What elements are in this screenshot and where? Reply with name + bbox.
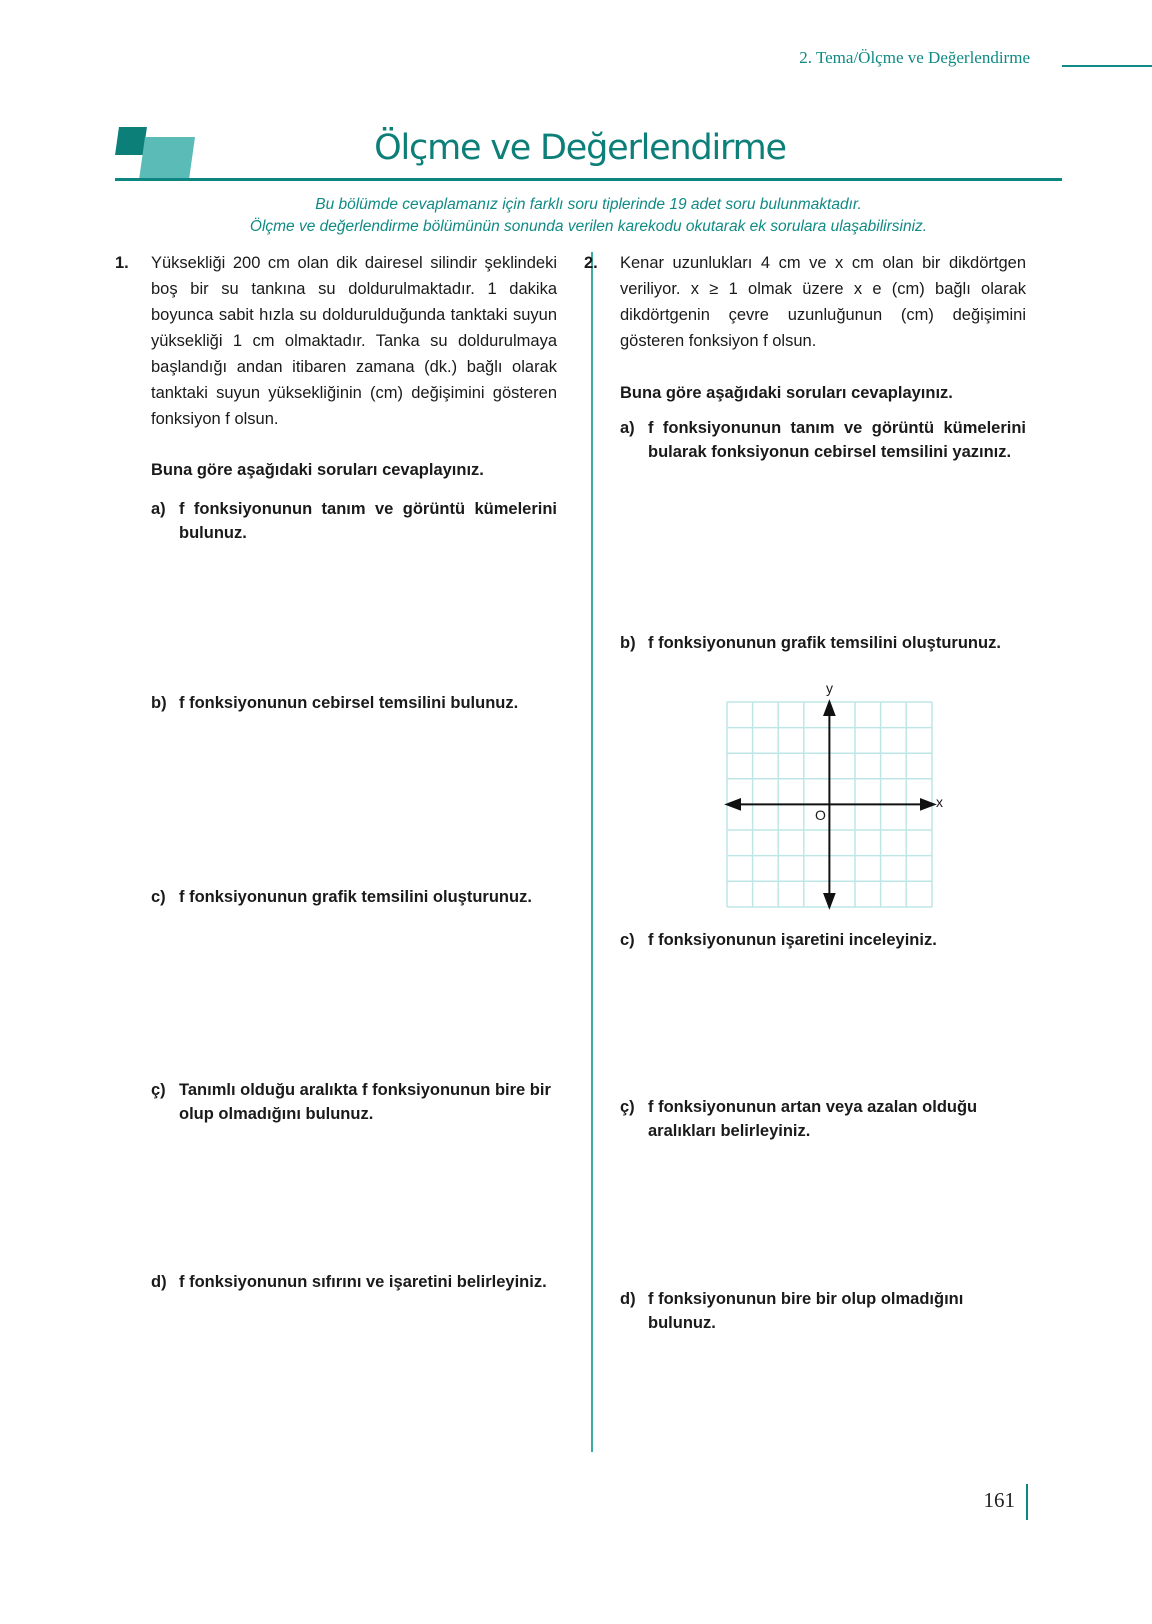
intro-line-2: Ölçme ve değerlendirme bölümünün sonunda verilen karekodu okutarak ek sorulara ulaşabilirsiniz. [249, 218, 928, 235]
part-text: f fonksiyonunun artan veya azalan olduğu aralıkları belirleyiniz. [648, 1098, 978, 1140]
question-number: 2. [584, 254, 598, 272]
title-rule [115, 178, 1062, 181]
part-text: f fonksiyonunun grafik temsilini oluşturunuz. [648, 634, 1001, 652]
page-number-rule [1026, 1484, 1028, 1520]
part-text: f fonksiyonunun bire bir olup olmadığını bulunuz. [648, 1290, 964, 1332]
part-label: ç) [151, 1081, 166, 1099]
part-label: c) [151, 888, 166, 906]
part-label: b) [620, 634, 636, 652]
part-label: ç) [620, 1098, 635, 1116]
page-number: 161 [983, 1488, 1015, 1512]
x-axis-label: x [936, 794, 943, 810]
question-number: 1. [115, 254, 129, 272]
axes-graphic [722, 680, 962, 920]
running-header: 2. Tema/Ölçme ve Değerlendirme [799, 48, 1030, 67]
column-divider [591, 252, 593, 1452]
part-label: c) [620, 931, 635, 949]
section-logo-light-block [139, 137, 195, 180]
axes [727, 702, 934, 907]
y-axis-label: y [826, 680, 833, 696]
intro-line-1: Bu bölümde cevaplamanız için farklı soru tiplerinde 19 adet soru bulunmaktadır. [315, 196, 862, 213]
origin-label: O [815, 807, 826, 823]
question-1-instruction: Buna göre aşağıdaki soruları cevaplayınız. [151, 461, 484, 479]
part-label: a) [151, 500, 166, 518]
part-text: f fonksiyonunun cebirsel temsilini bulunuz. [179, 694, 519, 712]
part-text: f fonksiyonunun tanım ve görüntü kümelerini bularak fonksiyonun cebirsel temsilini yazınız. [648, 419, 1026, 461]
part-text: f fonksiyonunun sıfırını ve işaretini belirleyiniz. [179, 1273, 547, 1291]
part-label: b) [151, 694, 167, 712]
part-label: d) [151, 1273, 167, 1291]
part-text: f fonksiyonunun tanım ve görüntü kümelerini bulunuz. [179, 500, 557, 542]
question-text: Kenar uzunlukları 4 cm ve x cm olan bir dikdörtgen veriliyor. x ≥ 1 olmak üzere x e (cm) bağlı olarak dikdörtgenin çevre uzunluğunun (cm) değişimini gösteren fonksiyon f olsun. [620, 254, 1026, 350]
part-text: Tanımlı olduğu aralıkta f fonksiyonunun bire bir olup olmadığını bulunuz. [179, 1081, 551, 1123]
part-label: d) [620, 1290, 636, 1308]
part-text: f fonksiyonunun işaretini inceleyiniz. [648, 931, 937, 949]
coordinate-grid [722, 680, 962, 920]
part-label: a) [620, 419, 635, 437]
question-2-instruction: Buna göre aşağıdaki soruları cevaplayınız. [620, 384, 953, 402]
part-text: f fonksiyonunun grafik temsilini oluşturunuz. [179, 888, 532, 906]
running-header-rule [1062, 65, 1152, 67]
page-title: Ölçme ve Değerlendirme [374, 128, 786, 168]
intro-text [115, 194, 1062, 238]
question-text: Yüksekliği 200 cm olan dik dairesel silindir şeklindeki boş bir su tankına su doldurulmaktadır. 1 dakika boyunca sabit hızla su doldurulduğunda tanktaki suyun yüksekliği 1 cm olmaktadır. Tanka su doldurulmaya başlandığı andan itibaren zamana (dk.) bağlı olarak tanktaki suyun yüksekliğinin (cm) değişimini gösteren fonksiyon f olsun. [151, 254, 557, 428]
